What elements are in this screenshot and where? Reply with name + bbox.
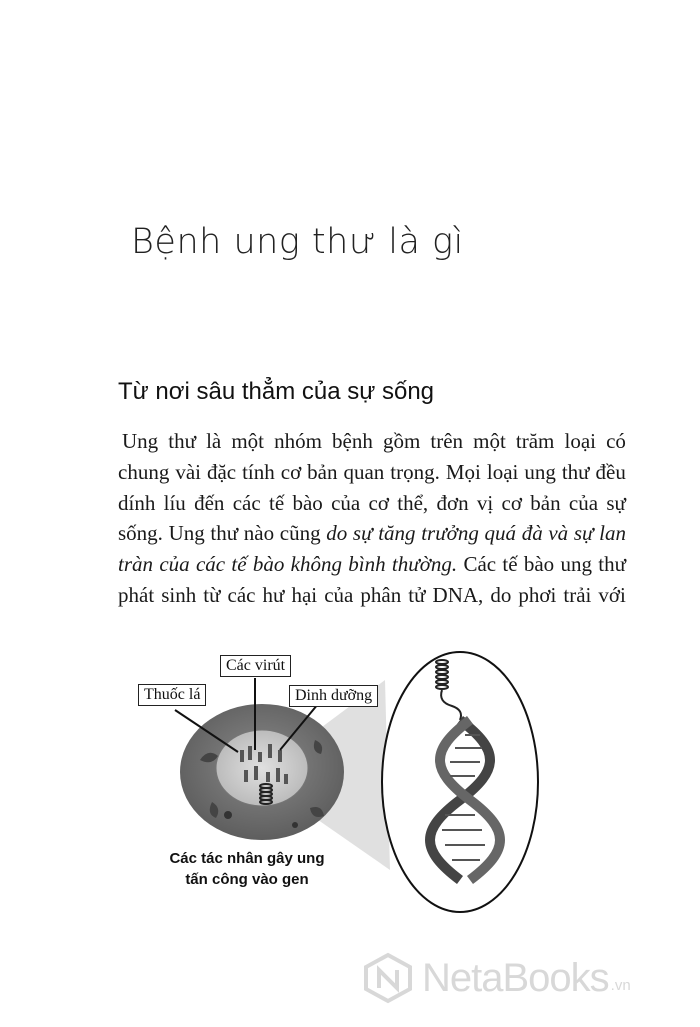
watermark-brand: NetaBooks [422, 955, 609, 1000]
label-virus: Các virút [220, 655, 291, 677]
paragraph-word: thư [168, 429, 196, 453]
paragraph-word: Các [463, 552, 497, 577]
paragraph-word: từ [203, 582, 221, 607]
paragraph-word: trọng. [390, 459, 440, 484]
paragraph-word: đều [595, 459, 626, 484]
paragraph-word: thường. [391, 552, 458, 577]
paragraph-word: phân [360, 582, 402, 607]
paragraph-word: của [159, 552, 190, 577]
paragraph-word: trải [563, 582, 592, 607]
paragraph-word: sinh [161, 582, 197, 607]
paragraph-word: và [548, 521, 569, 546]
paragraph-word: tử [408, 582, 426, 607]
paragraph-word: phơi [518, 582, 557, 607]
paragraph-line [118, 426, 626, 457]
paragraph-word: của [568, 490, 599, 515]
paragraph-word: bào [523, 552, 555, 577]
paragraph-word: thể, [397, 490, 429, 515]
paragraph-word: trên [430, 429, 464, 453]
paragraph-word: đến [194, 490, 225, 515]
paragraph-word: của [324, 582, 354, 607]
chapter-title: Bệnh ung thư là gì [131, 222, 464, 262]
watermark-suffix: .vn [610, 977, 631, 994]
paragraph-word: tính [242, 459, 275, 484]
paragraph-word: quan [343, 459, 385, 484]
paragraph-word: của [331, 490, 361, 515]
paragraph-word: trăm [515, 429, 555, 453]
paragraph-word: thư [210, 521, 239, 546]
paragraph-word: tế [502, 552, 518, 577]
paragraph-word: đặc [206, 459, 237, 484]
paragraph-word: do [326, 521, 348, 546]
paragraph-word: một [473, 429, 506, 453]
organelle [224, 811, 232, 819]
label-nutrition: Dinh dưỡng [289, 685, 378, 707]
paragraph-word: DNA, [432, 582, 484, 607]
paragraph-word: sự [573, 521, 594, 546]
paragraph-word: tế [231, 552, 247, 577]
zoom-circle [382, 652, 538, 912]
paragraph-word: bình [348, 552, 386, 577]
paragraph-word: líu [163, 490, 186, 515]
paragraph-word: cơ [368, 490, 389, 515]
label-tobacco: Thuốc lá [138, 684, 206, 706]
paragraph-line [118, 457, 626, 488]
watermark [362, 948, 692, 1008]
paragraph-word: sự [606, 490, 626, 515]
paragraph-word: sống. [118, 521, 163, 546]
paragraph-word: Mọi [445, 459, 481, 484]
paragraph-word: vài [175, 459, 201, 484]
paragraph-word: lan [599, 521, 626, 546]
paragraph-word: chung [118, 459, 170, 484]
paragraph-word: Ung [122, 429, 159, 453]
figure-caption [147, 848, 347, 890]
paragraph-word: không [290, 552, 342, 577]
paragraph-word: nào [243, 521, 275, 546]
paragraph-word: dính [118, 490, 156, 515]
figure-caption-line: Các tác nhân gây ung [169, 850, 325, 867]
paragraph-word: đà [521, 521, 543, 546]
paragraph-word: nhóm [274, 429, 322, 453]
paragraph-word: bản [307, 459, 338, 484]
section-title: Từ nơi sâu thẳm của sự sống [118, 378, 435, 405]
paragraph-word: loại [564, 429, 596, 453]
paragraph-line [118, 549, 626, 580]
paragraph-word: phát [118, 582, 155, 607]
paragraph-word: là [206, 429, 222, 453]
paragraph-word: có [606, 429, 626, 453]
paragraph-word: tăng [378, 521, 416, 546]
paragraph-word: hại [291, 582, 318, 607]
paragraph-word: với [598, 582, 626, 607]
paragraph-line [118, 580, 626, 611]
paragraph-line [118, 518, 626, 549]
paragraph-word: tế [269, 490, 285, 515]
paragraph-word: các [195, 552, 226, 577]
paragraph-word: thư [598, 552, 626, 577]
paragraph-word: loại [486, 459, 519, 484]
paragraph-word: đơn [436, 490, 469, 515]
paragraph-word: bệnh [332, 429, 373, 453]
body-paragraph [118, 426, 626, 611]
paragraph-word: cũng [279, 521, 321, 546]
paragraph-word: do [490, 582, 512, 607]
paragraph-word: quá [484, 521, 517, 546]
paragraph-word: sự [352, 521, 373, 546]
organelle [292, 822, 298, 828]
netabooks-logo-icon [362, 952, 414, 1004]
paragraph-word: bản [530, 490, 561, 515]
paragraph-word: bào [292, 490, 323, 515]
paragraph-word: một [231, 429, 264, 453]
paragraph-line [118, 488, 626, 519]
paragraph-word: gồm [382, 429, 421, 453]
paragraph-word: bào [252, 552, 285, 577]
paragraph-word: thư [561, 459, 590, 484]
paragraph-word: ung [524, 459, 556, 484]
paragraph-word: vị [476, 490, 494, 515]
paragraph-word: Ung [168, 521, 205, 546]
paragraph-word: tràn [118, 552, 154, 577]
paragraph-word: hư [262, 582, 285, 607]
paragraph-word: trưởng [421, 521, 479, 546]
paragraph-word: ung [560, 552, 592, 577]
figure-caption-line: tấn công vào gen [185, 871, 309, 888]
paragraph-word: cơ [501, 490, 522, 515]
paragraph-word: cơ [280, 459, 302, 484]
paragraph-word: các [232, 490, 261, 515]
paragraph-word: các [227, 582, 256, 607]
